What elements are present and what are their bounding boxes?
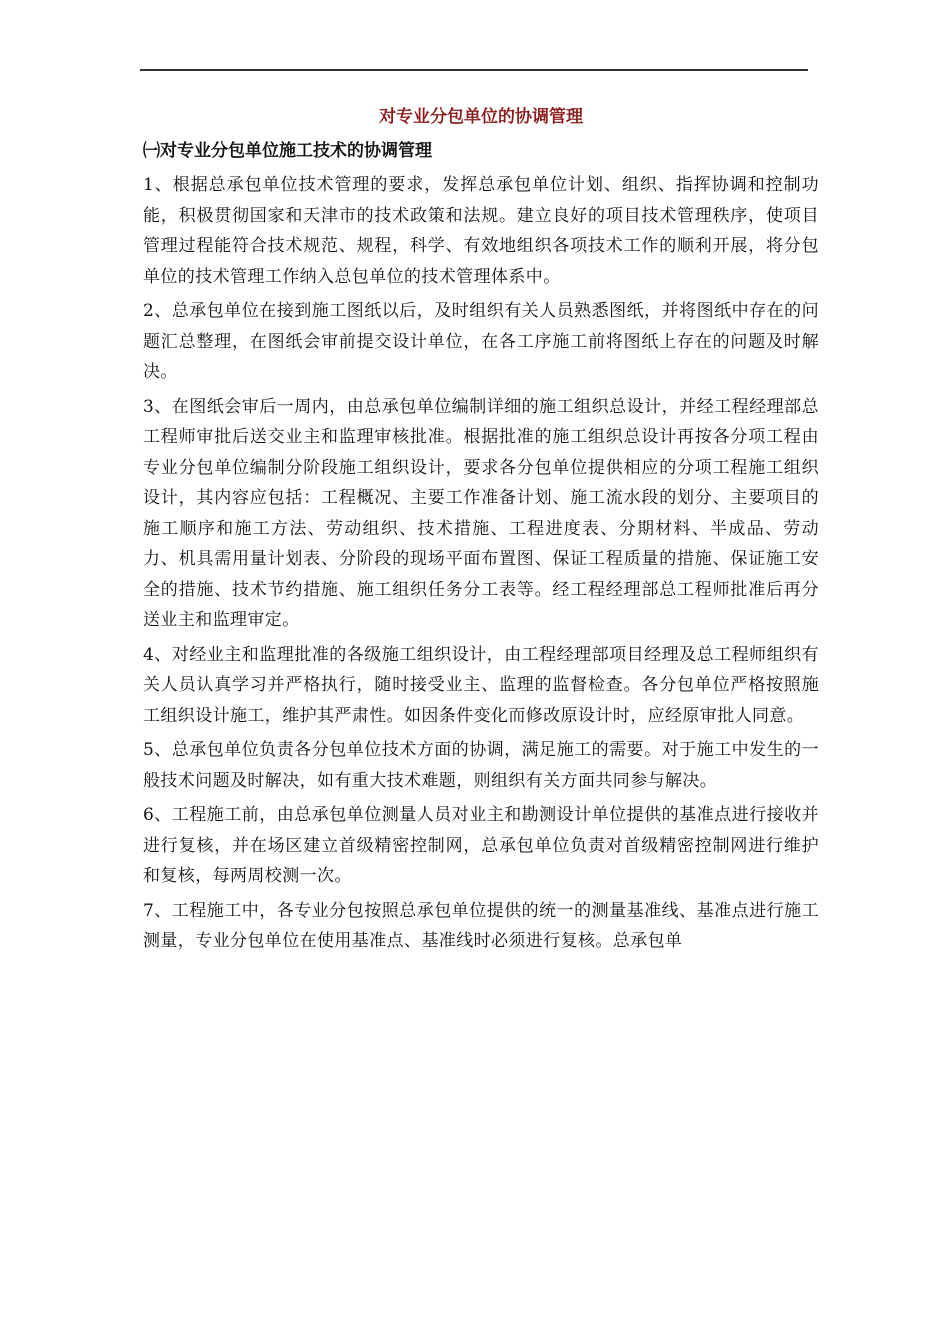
paragraph-7: 7、工程施工中，各专业分包按照总承包单位提供的统一的测量基准线、基准点进行施工测量，专业分包单位在使用基准点、基准线时必须进行复核。总承包单 <box>143 900 819 951</box>
paragraph-2: 2、总承包单位在接到施工图纸以后，及时组织有关人员熟悉图纸，并将图纸中存在的问题汇总整理，在图纸会审前提交设计单位，在各工序施工前将图纸上存在的问题及时解决。 <box>143 301 819 382</box>
paragraph-3: 3、在图纸会审后一周内，由总承包单位编制详细的施工组织总设计，并经工程经理部总工程师审批后送交业主和监理审核批准。根据批准的施工组织总设计再按各分项工程由专业分包单位编制分阶段施工组织设计，要求各分包单位提供相应的分项工程施工组织设计，其内容应包括：工程概况、主要工作准备计划、施工流水段的划分、主要项目的施工顺序和施工方法、劳动组织、技术措施、工程进度表、分期材料、半成品、劳动力、机具需用量计划表、分阶段的现场平面布置图、保证工程质量的措施、保证施工安全的措施、技术节约措施、施工组织任务分工表等。经工程经理部总工程师批准后再分送业主和监理审定。 <box>143 396 819 630</box>
section-heading: ㈠对专业分包单位施工技术的协调管理 <box>143 141 432 161</box>
paragraph-1: 1、根据总承包单位技术管理的要求，发挥总承包单位计划、组织、指挥协调和控制功能，积极贯彻国家和天津市的技术政策和法规。建立良好的项目技术管理秩序，使项目管理过程能符合技术规范、规程，科学、有效地组织各项技术工作的顺利开展，将分包单位的技术管理工作纳入总包单位的技术管理体系中。 <box>143 175 819 287</box>
header-rule <box>140 69 808 71</box>
document-body <box>143 100 819 961</box>
paragraph-6: 6、工程施工前，由总承包单位测量人员对业主和勘测设计单位提供的基准点进行接收并进行复核，并在场区建立首级精密控制网，总承包单位负责对首级精密控制网进行维护和复核，每两周校测一次。 <box>143 805 819 886</box>
document-title: 对专业分包单位的协调管理 <box>379 107 583 127</box>
paragraph-4: 4、对经业主和监理批准的各级施工组织设计，由工程经理部项目经理及总工程师组织有关人员认真学习并严格执行，随时接受业主、监理的监督检查。各分包单位严格按照施工组织设计施工，维护其严肃性。如因条件变化而修改原设计时，应经原审批人同意。 <box>143 644 819 726</box>
paragraph-5: 5、总承包单位负责各分包单位技术方面的协调，满足施工的需要。对于施工中发生的一般技术问题及时解决，如有重大技术难题，则组织有关方面共同参与解决。 <box>143 740 819 791</box>
